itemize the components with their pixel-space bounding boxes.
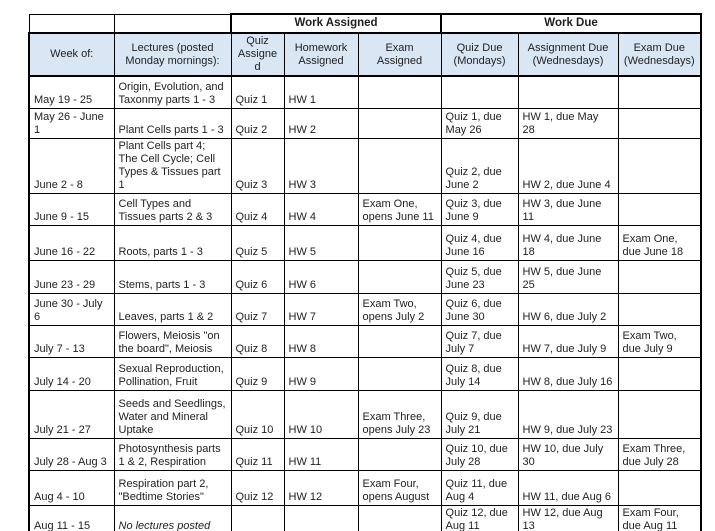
homework-assigned-cell: HW 5 (284, 225, 358, 260)
quiz-due-cell (441, 76, 518, 108)
lectures-cell: Roots, parts 1 - 3 (114, 225, 231, 260)
table-row (29, 225, 701, 260)
exam-assigned-cell: Exam Three, opens July 23 (358, 390, 441, 438)
table-row (29, 470, 701, 505)
quiz-due-cell: Quiz 5, due June 23 (441, 260, 518, 293)
exam-assigned-cell (358, 76, 441, 108)
group-header-work-due: Work Due (441, 14, 701, 33)
quiz-assigned-cell: Quiz 10 (231, 390, 284, 438)
blank-cell (29, 14, 114, 33)
table-row (29, 325, 701, 357)
assignment-due-cell: HW 1, due May 28 (518, 108, 618, 138)
blank-cell (114, 14, 231, 33)
exam-assigned-cell (358, 108, 441, 138)
table-row (29, 138, 701, 193)
homework-assigned-cell: HW 4 (284, 193, 358, 225)
exam-due-cell (618, 390, 701, 438)
quiz-due-cell: Quiz 12, due Aug 11 (441, 505, 518, 531)
table-row (29, 390, 701, 438)
exam-due-cell: Exam One, due June 18 (618, 225, 701, 260)
quiz-due-cell: Quiz 10, due July 28 (441, 438, 518, 470)
assignment-due-cell: HW 11, due Aug 6 (518, 470, 618, 505)
exam-due-cell: Exam Two, due July 9 (618, 325, 701, 357)
column-header-quiz-due: Quiz Due (Mondays) (441, 33, 518, 76)
quiz-assigned-cell: Quiz 8 (231, 325, 284, 357)
exam-assigned-cell (358, 260, 441, 293)
exam-due-cell (618, 138, 701, 193)
column-header-exam-assigned: Exam Assigned (358, 33, 441, 76)
column-header-homework-assigned: Homework Assigned (284, 33, 358, 76)
assignment-due-cell: HW 6, due July 2 (518, 293, 618, 325)
week-cell: July 21 - 27 (29, 390, 114, 438)
table-row (29, 505, 701, 531)
column-header-quiz-assigned: Quiz Assigned (231, 33, 284, 76)
assignment-due-cell (518, 76, 618, 108)
lectures-cell: Flowers, Meiosis "on the board", Meiosis (114, 325, 231, 357)
quiz-assigned-cell: Quiz 3 (231, 138, 284, 193)
column-header-row (29, 33, 701, 76)
week-cell: May 19 - 25 (29, 76, 114, 108)
quiz-assigned-cell: Quiz 12 (231, 470, 284, 505)
week-cell: June 9 - 15 (29, 193, 114, 225)
assignment-due-cell: HW 7, due July 9 (518, 325, 618, 357)
exam-due-cell (618, 108, 701, 138)
lectures-cell: No lectures posted (114, 505, 231, 531)
exam-due-cell (618, 76, 701, 108)
week-cell: May 26 - June 1 (29, 108, 114, 138)
exam-due-cell (618, 293, 701, 325)
exam-assigned-cell: Exam One, opens June 11 (358, 193, 441, 225)
homework-assigned-cell: HW 12 (284, 470, 358, 505)
quiz-due-cell: Quiz 7, due July 7 (441, 325, 518, 357)
group-header-row (29, 14, 701, 33)
week-cell: Aug 11 - 15 (29, 505, 114, 531)
homework-assigned-cell: HW 7 (284, 293, 358, 325)
exam-assigned-cell: Exam Four, opens August (358, 470, 441, 505)
lectures-cell: Respiration part 2, "Bedtime Stories" (114, 470, 231, 505)
exam-due-cell (618, 260, 701, 293)
exam-due-cell (618, 357, 701, 390)
quiz-assigned-cell (231, 505, 284, 531)
lectures-cell: Leaves, parts 1 & 2 (114, 293, 231, 325)
column-header-week: Week of: (29, 33, 114, 76)
quiz-due-cell: Quiz 2, due June 2 (441, 138, 518, 193)
exam-assigned-cell (358, 357, 441, 390)
lectures-cell: Origin, Evolution, and Taxonmy parts 1 - 3 (114, 76, 231, 108)
exam-assigned-cell (358, 325, 441, 357)
column-header-exam-due: Exam Due (Wednesdays) (618, 33, 701, 76)
exam-assigned-cell (358, 225, 441, 260)
quiz-due-cell: Quiz 9, due July 21 (441, 390, 518, 438)
exam-due-cell: Exam Three, due July 28 (618, 438, 701, 470)
homework-assigned-cell: HW 6 (284, 260, 358, 293)
lectures-cell: Cell Types and Tissues parts 2 & 3 (114, 193, 231, 225)
assignment-due-cell: HW 5, due June 25 (518, 260, 618, 293)
table-row (29, 193, 701, 225)
exam-due-cell (618, 193, 701, 225)
quiz-assigned-cell: Quiz 7 (231, 293, 284, 325)
quiz-due-cell: Quiz 6, due June 30 (441, 293, 518, 325)
lectures-cell: Stems, parts 1 - 3 (114, 260, 231, 293)
quiz-due-cell: Quiz 3, due June 9 (441, 193, 518, 225)
week-cell: July 28 - Aug 3 (29, 438, 114, 470)
table-row (29, 260, 701, 293)
week-cell: June 23 - 29 (29, 260, 114, 293)
assignment-due-cell: HW 3, due June 11 (518, 193, 618, 225)
exam-assigned-cell (358, 438, 441, 470)
group-header-work-assigned: Work Assigned (231, 14, 441, 33)
course-schedule-table (28, 13, 702, 531)
quiz-assigned-cell: Quiz 5 (231, 225, 284, 260)
table-row (29, 293, 701, 325)
assignment-due-cell: HW 9, due July 23 (518, 390, 618, 438)
assignment-due-cell: HW 4, due June 18 (518, 225, 618, 260)
week-cell: Aug 4 - 10 (29, 470, 114, 505)
week-cell: June 2 - 8 (29, 138, 114, 193)
lectures-cell: Seeds and Seedlings, Water and Mineral Uptake (114, 390, 231, 438)
quiz-assigned-cell: Quiz 1 (231, 76, 284, 108)
assignment-due-cell: HW 8, due July 16 (518, 357, 618, 390)
homework-assigned-cell: HW 9 (284, 357, 358, 390)
column-header-assignment-due: Assignment Due (Wednesdays) (518, 33, 618, 76)
table-row (29, 76, 701, 108)
schedule-body (29, 76, 701, 531)
quiz-due-cell: Quiz 8, due July 14 (441, 357, 518, 390)
table-row (29, 108, 701, 138)
quiz-due-cell: Quiz 4, due June 16 (441, 225, 518, 260)
exam-assigned-cell: Exam Two, opens July 2 (358, 293, 441, 325)
assignment-due-cell: HW 2, due June 4 (518, 138, 618, 193)
homework-assigned-cell: HW 8 (284, 325, 358, 357)
lectures-cell: Plant Cells parts 1 - 3 (114, 108, 231, 138)
quiz-assigned-cell: Quiz 2 (231, 108, 284, 138)
homework-assigned-cell: HW 3 (284, 138, 358, 193)
week-cell: June 30 - July 6 (29, 293, 114, 325)
table-row (29, 357, 701, 390)
homework-assigned-cell: HW 1 (284, 76, 358, 108)
assignment-due-cell: HW 10, due July 30 (518, 438, 618, 470)
homework-assigned-cell: HW 10 (284, 390, 358, 438)
assignment-due-cell: HW 12, due Aug 13 (518, 505, 618, 531)
homework-assigned-cell: HW 2 (284, 108, 358, 138)
exam-due-cell (618, 470, 701, 505)
lectures-cell: Sexual Reproduction, Pollination, Fruit (114, 357, 231, 390)
lectures-cell: Photosynthesis parts 1 & 2, Respiration (114, 438, 231, 470)
homework-assigned-cell: HW 11 (284, 438, 358, 470)
week-cell: July 14 - 20 (29, 357, 114, 390)
quiz-due-cell: Quiz 11, due Aug 4 (441, 470, 518, 505)
exam-assigned-cell (358, 138, 441, 193)
table-row (29, 438, 701, 470)
exam-assigned-cell (358, 505, 441, 531)
quiz-assigned-cell: Quiz 11 (231, 438, 284, 470)
week-cell: June 16 - 22 (29, 225, 114, 260)
quiz-due-cell: Quiz 1, due May 26 (441, 108, 518, 138)
column-header-lectures: Lectures (posted Monday mornings): (114, 33, 231, 76)
quiz-assigned-cell: Quiz 9 (231, 357, 284, 390)
lectures-cell: Plant Cells part 4; The Cell Cycle; Cell Types & Tissues part 1 (114, 138, 231, 193)
homework-assigned-cell (284, 505, 358, 531)
quiz-assigned-cell: Quiz 6 (231, 260, 284, 293)
exam-due-cell: Exam Four, due Aug 11 (618, 505, 701, 531)
week-cell: July 7 - 13 (29, 325, 114, 357)
quiz-assigned-cell: Quiz 4 (231, 193, 284, 225)
